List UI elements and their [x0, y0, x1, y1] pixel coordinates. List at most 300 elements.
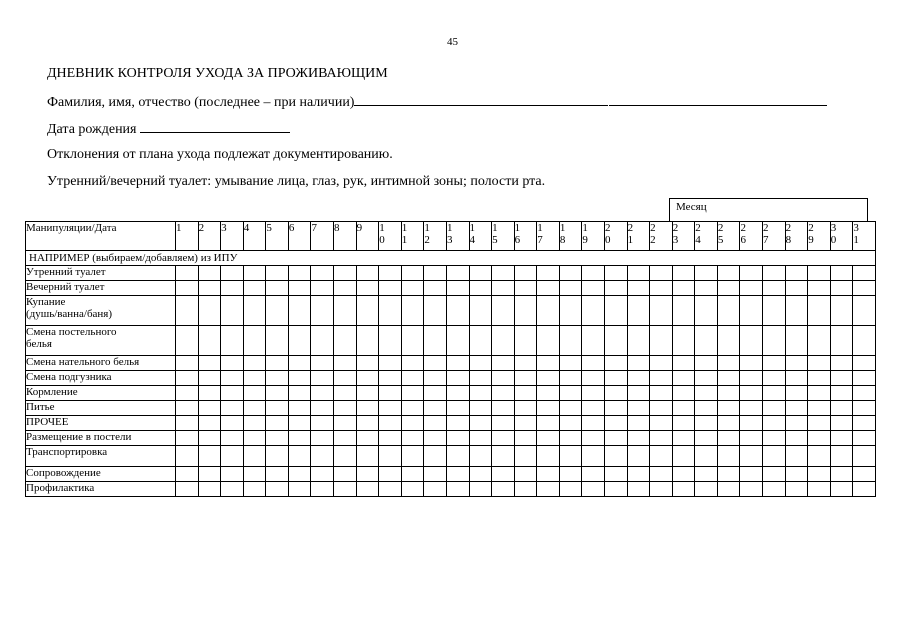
entry-cell[interactable]	[176, 281, 199, 296]
entry-cell[interactable]	[672, 356, 695, 371]
entry-cell[interactable]	[514, 386, 537, 401]
entry-cell[interactable]	[401, 326, 424, 356]
entry-cell[interactable]	[627, 371, 650, 386]
entry-cell[interactable]	[469, 416, 492, 431]
entry-cell[interactable]	[672, 326, 695, 356]
entry-cell[interactable]	[198, 356, 221, 371]
entry-cell[interactable]	[627, 296, 650, 326]
entry-cell[interactable]	[446, 266, 469, 281]
entry-cell[interactable]	[379, 386, 402, 401]
entry-cell[interactable]	[379, 371, 402, 386]
entry-cell[interactable]	[830, 326, 853, 356]
entry-cell[interactable]	[492, 401, 515, 416]
entry-cell[interactable]	[266, 401, 289, 416]
entry-cell[interactable]	[492, 356, 515, 371]
entry-cell[interactable]	[604, 296, 627, 326]
entry-cell[interactable]	[695, 326, 718, 356]
entry-cell[interactable]	[198, 446, 221, 467]
entry-cell[interactable]	[514, 296, 537, 326]
entry-cell[interactable]	[537, 401, 560, 416]
entry-cell[interactable]	[221, 386, 244, 401]
entry-cell[interactable]	[469, 482, 492, 497]
entry-cell[interactable]	[582, 296, 605, 326]
entry-cell[interactable]	[695, 401, 718, 416]
entry-cell[interactable]	[808, 386, 831, 401]
entry-cell[interactable]	[469, 467, 492, 482]
entry-cell[interactable]	[785, 467, 808, 482]
entry-cell[interactable]	[492, 296, 515, 326]
entry-cell[interactable]	[334, 386, 357, 401]
entry-cell[interactable]	[356, 356, 379, 371]
birth-date-field[interactable]	[140, 119, 290, 133]
entry-cell[interactable]	[672, 386, 695, 401]
entry-cell[interactable]	[717, 446, 740, 467]
entry-cell[interactable]	[582, 371, 605, 386]
entry-cell[interactable]	[311, 326, 334, 356]
entry-cell[interactable]	[176, 401, 199, 416]
entry-cell[interactable]	[582, 266, 605, 281]
entry-cell[interactable]	[717, 326, 740, 356]
entry-cell[interactable]	[559, 482, 582, 497]
entry-cell[interactable]	[288, 446, 311, 467]
entry-cell[interactable]	[853, 416, 876, 431]
entry-cell[interactable]	[356, 386, 379, 401]
entry-cell[interactable]	[695, 371, 718, 386]
entry-cell[interactable]	[424, 467, 447, 482]
entry-cell[interactable]	[334, 482, 357, 497]
entry-cell[interactable]	[650, 296, 673, 326]
entry-cell[interactable]	[785, 416, 808, 431]
entry-cell[interactable]	[379, 482, 402, 497]
entry-cell[interactable]	[830, 401, 853, 416]
entry-cell[interactable]	[582, 356, 605, 371]
entry-cell[interactable]	[379, 401, 402, 416]
entry-cell[interactable]	[288, 386, 311, 401]
entry-cell[interactable]	[401, 446, 424, 467]
entry-cell[interactable]	[198, 326, 221, 356]
entry-cell[interactable]	[853, 446, 876, 467]
entry-cell[interactable]	[672, 416, 695, 431]
entry-cell[interactable]	[559, 296, 582, 326]
entry-cell[interactable]	[176, 446, 199, 467]
entry-cell[interactable]	[469, 446, 492, 467]
entry-cell[interactable]	[198, 482, 221, 497]
entry-cell[interactable]	[446, 401, 469, 416]
entry-cell[interactable]	[424, 371, 447, 386]
entry-cell[interactable]	[356, 431, 379, 446]
entry-cell[interactable]	[514, 266, 537, 281]
entry-cell[interactable]	[469, 266, 492, 281]
entry-cell[interactable]	[763, 431, 786, 446]
entry-cell[interactable]	[785, 431, 808, 446]
entry-cell[interactable]	[740, 326, 763, 356]
entry-cell[interactable]	[356, 296, 379, 326]
entry-cell[interactable]	[311, 446, 334, 467]
entry-cell[interactable]	[763, 401, 786, 416]
entry-cell[interactable]	[356, 371, 379, 386]
entry-cell[interactable]	[176, 296, 199, 326]
entry-cell[interactable]	[830, 266, 853, 281]
entry-cell[interactable]	[717, 266, 740, 281]
entry-cell[interactable]	[469, 356, 492, 371]
entry-cell[interactable]	[604, 482, 627, 497]
entry-cell[interactable]	[446, 386, 469, 401]
entry-cell[interactable]	[446, 326, 469, 356]
entry-cell[interactable]	[853, 482, 876, 497]
entry-cell[interactable]	[627, 266, 650, 281]
entry-cell[interactable]	[492, 446, 515, 467]
entry-cell[interactable]	[672, 296, 695, 326]
entry-cell[interactable]	[537, 356, 560, 371]
entry-cell[interactable]	[763, 281, 786, 296]
entry-cell[interactable]	[266, 386, 289, 401]
entry-cell[interactable]	[604, 326, 627, 356]
entry-cell[interactable]	[379, 266, 402, 281]
entry-cell[interactable]	[243, 326, 266, 356]
entry-cell[interactable]	[537, 371, 560, 386]
entry-cell[interactable]	[582, 482, 605, 497]
entry-cell[interactable]	[266, 356, 289, 371]
entry-cell[interactable]	[288, 401, 311, 416]
entry-cell[interactable]	[424, 482, 447, 497]
entry-cell[interactable]	[627, 356, 650, 371]
entry-cell[interactable]	[785, 482, 808, 497]
entry-cell[interactable]	[763, 467, 786, 482]
entry-cell[interactable]	[176, 431, 199, 446]
entry-cell[interactable]	[176, 467, 199, 482]
entry-cell[interactable]	[582, 467, 605, 482]
entry-cell[interactable]	[740, 371, 763, 386]
entry-cell[interactable]	[514, 326, 537, 356]
entry-cell[interactable]	[334, 446, 357, 467]
entry-cell[interactable]	[311, 266, 334, 281]
entry-cell[interactable]	[266, 296, 289, 326]
entry-cell[interactable]	[717, 356, 740, 371]
entry-cell[interactable]	[288, 266, 311, 281]
entry-cell[interactable]	[356, 446, 379, 467]
entry-cell[interactable]	[604, 281, 627, 296]
entry-cell[interactable]	[537, 266, 560, 281]
entry-cell[interactable]	[808, 416, 831, 431]
entry-cell[interactable]	[853, 386, 876, 401]
entry-cell[interactable]	[424, 431, 447, 446]
entry-cell[interactable]	[356, 482, 379, 497]
entry-cell[interactable]	[830, 482, 853, 497]
entry-cell[interactable]	[288, 467, 311, 482]
entry-cell[interactable]	[763, 371, 786, 386]
entry-cell[interactable]	[695, 386, 718, 401]
entry-cell[interactable]	[311, 356, 334, 371]
entry-cell[interactable]	[785, 446, 808, 467]
entry-cell[interactable]	[537, 482, 560, 497]
entry-cell[interactable]	[492, 431, 515, 446]
entry-cell[interactable]	[401, 356, 424, 371]
entry-cell[interactable]	[808, 266, 831, 281]
entry-cell[interactable]	[266, 266, 289, 281]
entry-cell[interactable]	[695, 356, 718, 371]
entry-cell[interactable]	[763, 482, 786, 497]
entry-cell[interactable]	[717, 431, 740, 446]
entry-cell[interactable]	[514, 431, 537, 446]
entry-cell[interactable]	[311, 371, 334, 386]
entry-cell[interactable]	[627, 446, 650, 467]
entry-cell[interactable]	[740, 386, 763, 401]
entry-cell[interactable]	[672, 371, 695, 386]
entry-cell[interactable]	[853, 431, 876, 446]
entry-cell[interactable]	[288, 326, 311, 356]
entry-cell[interactable]	[379, 356, 402, 371]
entry-cell[interactable]	[830, 356, 853, 371]
entry-cell[interactable]	[424, 281, 447, 296]
entry-cell[interactable]	[334, 281, 357, 296]
entry-cell[interactable]	[808, 431, 831, 446]
entry-cell[interactable]	[401, 296, 424, 326]
entry-cell[interactable]	[469, 401, 492, 416]
entry-cell[interactable]	[221, 371, 244, 386]
entry-cell[interactable]	[627, 281, 650, 296]
entry-cell[interactable]	[785, 386, 808, 401]
entry-cell[interactable]	[830, 446, 853, 467]
entry-cell[interactable]	[243, 386, 266, 401]
entry-cell[interactable]	[266, 281, 289, 296]
entry-cell[interactable]	[695, 446, 718, 467]
entry-cell[interactable]	[379, 446, 402, 467]
entry-cell[interactable]	[853, 266, 876, 281]
entry-cell[interactable]	[514, 281, 537, 296]
entry-cell[interactable]	[627, 386, 650, 401]
entry-cell[interactable]	[627, 401, 650, 416]
entry-cell[interactable]	[401, 281, 424, 296]
entry-cell[interactable]	[650, 371, 673, 386]
entry-cell[interactable]	[830, 296, 853, 326]
entry-cell[interactable]	[221, 467, 244, 482]
entry-cell[interactable]	[288, 296, 311, 326]
entry-cell[interactable]	[243, 416, 266, 431]
entry-cell[interactable]	[695, 416, 718, 431]
entry-cell[interactable]	[582, 326, 605, 356]
entry-cell[interactable]	[830, 431, 853, 446]
entry-cell[interactable]	[198, 401, 221, 416]
entry-cell[interactable]	[785, 266, 808, 281]
entry-cell[interactable]	[559, 467, 582, 482]
entry-cell[interactable]	[537, 467, 560, 482]
entry-cell[interactable]	[334, 431, 357, 446]
entry-cell[interactable]	[446, 371, 469, 386]
entry-cell[interactable]	[401, 467, 424, 482]
entry-cell[interactable]	[243, 356, 266, 371]
entry-cell[interactable]	[740, 356, 763, 371]
entry-cell[interactable]	[559, 431, 582, 446]
entry-cell[interactable]	[514, 356, 537, 371]
entry-cell[interactable]	[243, 467, 266, 482]
entry-cell[interactable]	[785, 401, 808, 416]
entry-cell[interactable]	[830, 467, 853, 482]
entry-cell[interactable]	[288, 356, 311, 371]
entry-cell[interactable]	[582, 281, 605, 296]
entry-cell[interactable]	[469, 326, 492, 356]
entry-cell[interactable]	[424, 446, 447, 467]
entry-cell[interactable]	[853, 467, 876, 482]
entry-cell[interactable]	[266, 371, 289, 386]
entry-cell[interactable]	[604, 431, 627, 446]
entry-cell[interactable]	[582, 386, 605, 401]
entry-cell[interactable]	[650, 401, 673, 416]
entry-cell[interactable]	[469, 281, 492, 296]
entry-cell[interactable]	[627, 482, 650, 497]
entry-cell[interactable]	[853, 371, 876, 386]
entry-cell[interactable]	[356, 401, 379, 416]
entry-cell[interactable]	[379, 416, 402, 431]
entry-cell[interactable]	[198, 386, 221, 401]
entry-cell[interactable]	[492, 416, 515, 431]
entry-cell[interactable]	[266, 446, 289, 467]
fio-field-continued[interactable]	[609, 92, 827, 106]
fio-field[interactable]	[354, 92, 608, 106]
entry-cell[interactable]	[604, 386, 627, 401]
entry-cell[interactable]	[763, 416, 786, 431]
entry-cell[interactable]	[221, 416, 244, 431]
entry-cell[interactable]	[221, 431, 244, 446]
entry-cell[interactable]	[785, 281, 808, 296]
entry-cell[interactable]	[672, 467, 695, 482]
entry-cell[interactable]	[650, 386, 673, 401]
entry-cell[interactable]	[604, 356, 627, 371]
entry-cell[interactable]	[763, 356, 786, 371]
entry-cell[interactable]	[582, 401, 605, 416]
entry-cell[interactable]	[695, 266, 718, 281]
entry-cell[interactable]	[740, 296, 763, 326]
entry-cell[interactable]	[717, 296, 740, 326]
entry-cell[interactable]	[221, 266, 244, 281]
entry-cell[interactable]	[830, 386, 853, 401]
entry-cell[interactable]	[672, 431, 695, 446]
entry-cell[interactable]	[198, 266, 221, 281]
entry-cell[interactable]	[785, 296, 808, 326]
entry-cell[interactable]	[717, 467, 740, 482]
entry-cell[interactable]	[853, 296, 876, 326]
entry-cell[interactable]	[808, 371, 831, 386]
entry-cell[interactable]	[672, 401, 695, 416]
entry-cell[interactable]	[763, 446, 786, 467]
entry-cell[interactable]	[650, 281, 673, 296]
entry-cell[interactable]	[650, 482, 673, 497]
entry-cell[interactable]	[717, 416, 740, 431]
entry-cell[interactable]	[176, 356, 199, 371]
entry-cell[interactable]	[650, 467, 673, 482]
entry-cell[interactable]	[627, 431, 650, 446]
entry-cell[interactable]	[808, 296, 831, 326]
entry-cell[interactable]	[695, 281, 718, 296]
entry-cell[interactable]	[446, 416, 469, 431]
entry-cell[interactable]	[288, 416, 311, 431]
entry-cell[interactable]	[221, 446, 244, 467]
entry-cell[interactable]	[198, 296, 221, 326]
entry-cell[interactable]	[492, 482, 515, 497]
entry-cell[interactable]	[221, 356, 244, 371]
entry-cell[interactable]	[401, 431, 424, 446]
entry-cell[interactable]	[311, 401, 334, 416]
entry-cell[interactable]	[176, 266, 199, 281]
entry-cell[interactable]	[446, 281, 469, 296]
entry-cell[interactable]	[559, 401, 582, 416]
entry-cell[interactable]	[311, 482, 334, 497]
entry-cell[interactable]	[266, 467, 289, 482]
entry-cell[interactable]	[559, 281, 582, 296]
entry-cell[interactable]	[582, 446, 605, 467]
entry-cell[interactable]	[469, 431, 492, 446]
entry-cell[interactable]	[537, 326, 560, 356]
entry-cell[interactable]	[537, 431, 560, 446]
entry-cell[interactable]	[424, 266, 447, 281]
entry-cell[interactable]	[582, 416, 605, 431]
entry-cell[interactable]	[446, 446, 469, 467]
entry-cell[interactable]	[379, 296, 402, 326]
entry-cell[interactable]	[740, 446, 763, 467]
entry-cell[interactable]	[695, 467, 718, 482]
entry-cell[interactable]	[808, 467, 831, 482]
entry-cell[interactable]	[672, 446, 695, 467]
entry-cell[interactable]	[514, 401, 537, 416]
entry-cell[interactable]	[356, 467, 379, 482]
entry-cell[interactable]	[334, 356, 357, 371]
entry-cell[interactable]	[559, 266, 582, 281]
entry-cell[interactable]	[537, 296, 560, 326]
entry-cell[interactable]	[695, 296, 718, 326]
entry-cell[interactable]	[243, 371, 266, 386]
entry-cell[interactable]	[469, 296, 492, 326]
entry-cell[interactable]	[559, 446, 582, 467]
entry-cell[interactable]	[695, 482, 718, 497]
entry-cell[interactable]	[243, 296, 266, 326]
entry-cell[interactable]	[492, 371, 515, 386]
entry-cell[interactable]	[514, 416, 537, 431]
entry-cell[interactable]	[379, 281, 402, 296]
entry-cell[interactable]	[446, 431, 469, 446]
entry-cell[interactable]	[446, 467, 469, 482]
entry-cell[interactable]	[559, 371, 582, 386]
entry-cell[interactable]	[334, 326, 357, 356]
entry-cell[interactable]	[740, 416, 763, 431]
entry-cell[interactable]	[311, 386, 334, 401]
entry-cell[interactable]	[627, 416, 650, 431]
entry-cell[interactable]	[763, 296, 786, 326]
entry-cell[interactable]	[446, 356, 469, 371]
entry-cell[interactable]	[334, 416, 357, 431]
entry-cell[interactable]	[198, 416, 221, 431]
entry-cell[interactable]	[763, 266, 786, 281]
entry-cell[interactable]	[853, 356, 876, 371]
entry-cell[interactable]	[785, 371, 808, 386]
entry-cell[interactable]	[808, 482, 831, 497]
entry-cell[interactable]	[424, 386, 447, 401]
entry-cell[interactable]	[221, 281, 244, 296]
entry-cell[interactable]	[334, 371, 357, 386]
entry-cell[interactable]	[492, 326, 515, 356]
entry-cell[interactable]	[559, 326, 582, 356]
entry-cell[interactable]	[469, 371, 492, 386]
entry-cell[interactable]	[650, 416, 673, 431]
entry-cell[interactable]	[537, 386, 560, 401]
entry-cell[interactable]	[311, 431, 334, 446]
entry-cell[interactable]	[559, 356, 582, 371]
entry-cell[interactable]	[356, 266, 379, 281]
entry-cell[interactable]	[356, 281, 379, 296]
entry-cell[interactable]	[785, 356, 808, 371]
entry-cell[interactable]	[221, 482, 244, 497]
entry-cell[interactable]	[288, 281, 311, 296]
entry-cell[interactable]	[604, 371, 627, 386]
entry-cell[interactable]	[176, 386, 199, 401]
